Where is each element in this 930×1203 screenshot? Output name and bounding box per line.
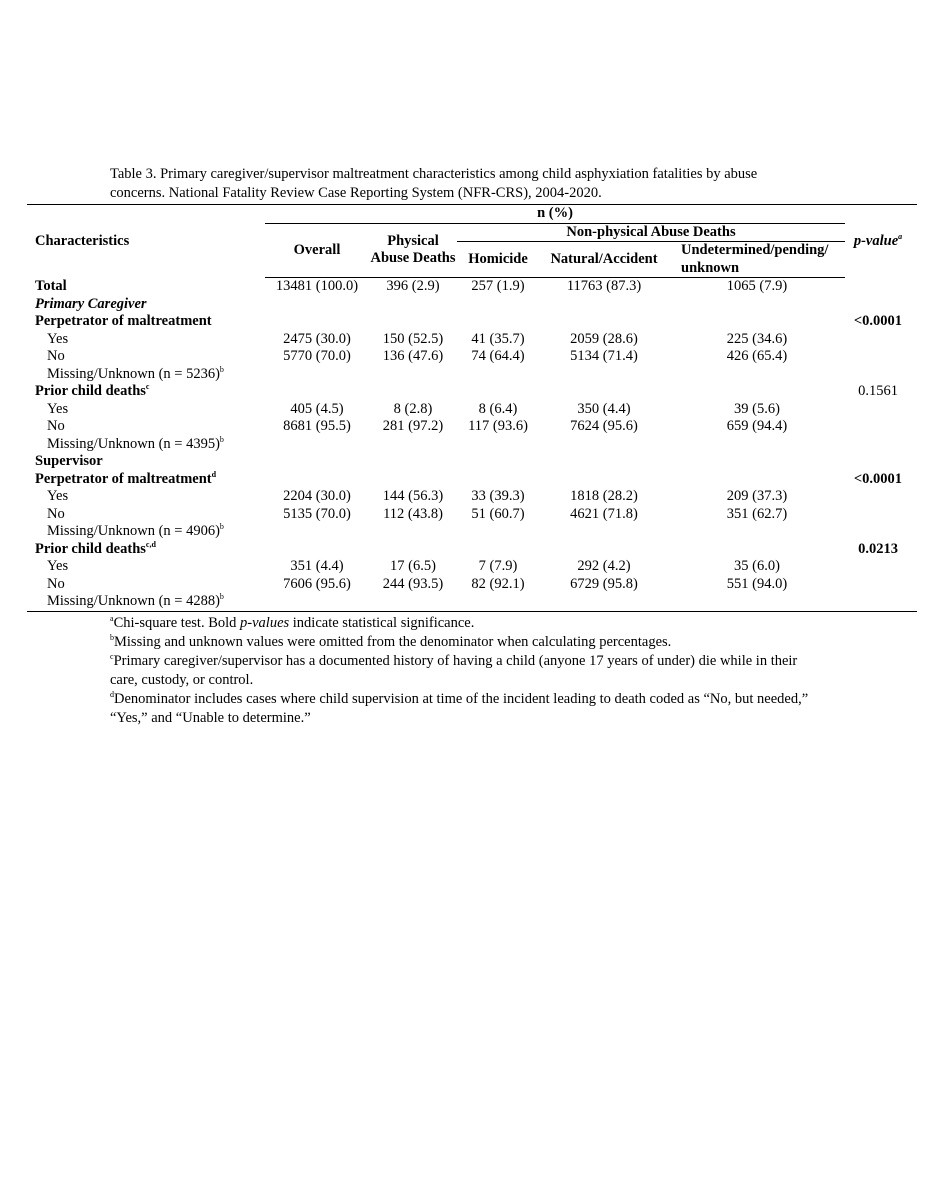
- cell-physical: 136 (47.6): [382, 348, 444, 364]
- cell-physical: 281 (97.2): [382, 418, 444, 434]
- cell-natural: 1818 (28.2): [570, 488, 638, 504]
- header-overall: Overall: [265, 223, 369, 278]
- cell-homicide: 51 (60.7): [471, 505, 525, 522]
- table-row: [27, 436, 917, 454]
- header-undetermined-line2: unknown: [681, 259, 740, 276]
- row-label: No: [47, 418, 65, 434]
- cell-physical: 8 (2.8): [393, 400, 433, 417]
- cell-undetermined: 225 (34.6): [726, 330, 788, 347]
- row-label: Yes: [47, 558, 69, 574]
- cell-pvalue: 0.1561: [858, 383, 898, 399]
- footnote-text: indicate statistical significance.: [289, 615, 475, 631]
- row-label-text: Missing/Unknown (n = 4906): [47, 523, 220, 539]
- cell-physical: 112 (43.8): [383, 505, 443, 522]
- table-row: [27, 506, 917, 524]
- cell-physical: 396 (2.9): [386, 278, 440, 294]
- cell-overall: 8681 (95.5): [283, 418, 351, 434]
- cell-undetermined: 551 (94.0): [726, 575, 788, 592]
- footnote-marker: d: [110, 690, 114, 700]
- section-supervisor: Supervisor: [35, 453, 103, 469]
- cell-homicide: 117 (93.6): [468, 418, 528, 434]
- row-label: Yes: [47, 488, 69, 504]
- footnote-marker: a: [110, 614, 114, 624]
- cell-natural: 2059 (28.6): [570, 330, 638, 347]
- footnote-marker: b: [110, 633, 114, 643]
- header-homicide: Homicide: [457, 242, 539, 278]
- cell-overall: 351 (4.4): [290, 558, 344, 574]
- table-row: [27, 366, 917, 384]
- cell-natural: 6729 (95.8): [570, 575, 638, 592]
- cell-physical: 17 (6.5): [390, 558, 436, 574]
- cell-homicide: 8 (6.4): [478, 400, 518, 417]
- footnote-text: Chi-square test. Bold: [113, 615, 241, 631]
- cell-physical: 144 (56.3): [382, 488, 444, 504]
- cell-homicide: 41 (35.7): [471, 330, 525, 347]
- row-label: No: [47, 575, 65, 592]
- footnote-marker: d: [211, 469, 217, 479]
- table-row: [27, 383, 917, 401]
- cell-undetermined: 35 (6.0): [734, 558, 780, 574]
- table-caption: Table 3. Primary caregiver/supervisor maltreatment characteristics among child asphyxiation fatalities by abuse concerns. National Fatality Review Case Reporting System (NFR-CRS), 2004-2020.: [110, 166, 758, 201]
- row-label: [27, 383, 265, 401]
- cell-undetermined: 209 (37.3): [726, 488, 788, 504]
- row-label-text: Prior child deaths: [35, 540, 146, 557]
- cell-homicide: 7 (7.9): [478, 558, 518, 574]
- cell-undetermined: 39 (5.6): [734, 400, 780, 417]
- table-row: [27, 401, 917, 419]
- footnote-marker: b: [219, 434, 224, 444]
- cell-overall: 5770 (70.0): [283, 348, 351, 364]
- table-row: [27, 418, 917, 436]
- footnote-marker: b: [219, 522, 224, 532]
- cell-undetermined: 426 (65.4): [726, 348, 788, 364]
- cell-natural: 292 (4.2): [577, 558, 631, 574]
- row-label-text: Missing/Unknown (n = 5236): [47, 365, 220, 382]
- section-primary-caregiver: Primary Caregiver: [35, 295, 147, 312]
- cell-overall: 13481 (100.0): [275, 278, 359, 294]
- row-label: No: [47, 505, 65, 522]
- table-row: [27, 348, 917, 366]
- footnote-d: [110, 690, 810, 728]
- row-label: [27, 471, 265, 489]
- cell-homicide: 74 (64.4): [471, 348, 525, 364]
- table-row: [27, 488, 917, 506]
- table-row: [27, 541, 917, 559]
- cell-overall: 7606 (95.6): [283, 575, 351, 592]
- cell-pvalue: 0.0213: [858, 540, 898, 557]
- cell-homicide: 82 (92.1): [471, 575, 525, 592]
- footnote-marker: b: [219, 364, 224, 374]
- footnote-marker: c: [145, 382, 150, 392]
- header-pvalue-sup: a: [898, 231, 903, 241]
- cell-overall: 2475 (30.0): [283, 330, 351, 347]
- footnote-marker: c,d: [145, 539, 156, 549]
- cell-natural: 7624 (95.6): [570, 418, 638, 434]
- cell-pvalue: <0.0001: [853, 313, 903, 329]
- row-label: Total: [35, 277, 67, 294]
- table-row: [27, 593, 917, 611]
- footnote-text: p-values: [240, 615, 290, 631]
- cell-overall: 2204 (30.0): [283, 488, 351, 504]
- cell-natural: 4621 (71.8): [570, 505, 638, 522]
- row-label-text: Perpetrator of maltreatment: [35, 470, 212, 487]
- row-label: [27, 436, 265, 454]
- footnote-marker: c: [110, 652, 114, 662]
- header-undetermined-line1: Undetermined/pending/: [681, 242, 829, 258]
- header-pvalue: [845, 205, 917, 278]
- table-row: [27, 523, 917, 541]
- header-nonphysical: Non-physical Abuse Deaths: [457, 223, 845, 242]
- row-label-text: Missing/Unknown (n = 4288): [47, 593, 220, 609]
- cell-undetermined: 659 (94.4): [726, 418, 788, 434]
- table-row: [27, 453, 917, 471]
- footnote-text: Primary caregiver/supervisor has a documented history of having a child (anyone 17 years of under) die while in their care, custody, or control.: [110, 653, 798, 688]
- table-row: [27, 576, 917, 594]
- table-row: [27, 313, 917, 331]
- cell-overall: 405 (4.5): [290, 400, 344, 417]
- footnotes: [110, 614, 810, 728]
- cell-natural: 350 (4.4): [577, 400, 631, 417]
- table-row: [27, 471, 917, 489]
- cell-undetermined: 351 (62.7): [726, 505, 788, 522]
- row-label: [27, 593, 265, 611]
- row-label: Yes: [47, 400, 69, 417]
- row-label: [27, 541, 265, 559]
- cell-overall: 5135 (70.0): [283, 505, 351, 522]
- table-row: [27, 296, 917, 314]
- row-label: No: [47, 348, 65, 364]
- header-characteristics: Characteristics: [27, 205, 265, 278]
- footnote-a: [110, 614, 810, 633]
- cell-natural: 5134 (71.4): [570, 348, 638, 364]
- row-label: [27, 523, 265, 541]
- cell-undetermined: 1065 (7.9): [726, 278, 788, 294]
- footnote-marker: b: [219, 592, 224, 602]
- table-row: [27, 558, 917, 576]
- header-natural: Natural/Accident: [539, 242, 669, 278]
- table-row: [27, 278, 917, 296]
- cell-pvalue: <0.0001: [853, 470, 903, 487]
- footnote-b: [110, 633, 810, 652]
- footnote-text: Denominator includes cases where child supervision at time of the incident leading to death coded as “No, but needed,” “Yes,” and “Unable to determine.”: [110, 691, 809, 726]
- header-undetermined: [669, 242, 845, 278]
- row-label: [27, 366, 265, 384]
- data-table: [27, 204, 917, 612]
- row-label: Yes: [47, 330, 69, 347]
- table-row: [27, 331, 917, 349]
- row-label: Perpetrator of maltreatment: [35, 313, 212, 329]
- header-physical: Physical Abuse Deaths: [369, 223, 457, 278]
- cell-homicide: 257 (1.9): [471, 278, 525, 294]
- row-label-text: Missing/Unknown (n = 4395): [47, 435, 220, 452]
- row-label-text: Prior child deaths: [35, 383, 146, 399]
- cell-physical: 244 (93.5): [382, 575, 444, 592]
- cell-homicide: 33 (39.3): [471, 488, 525, 504]
- footnote-c: [110, 652, 810, 690]
- footnote-text: Missing and unknown values were omitted from the denominator when calculating percentages.: [114, 634, 672, 650]
- header-pvalue-label: p-value: [853, 232, 899, 249]
- header-n-pct: n (%): [265, 205, 845, 224]
- cell-natural: 11763 (87.3): [566, 278, 642, 294]
- cell-physical: 150 (52.5): [382, 330, 444, 347]
